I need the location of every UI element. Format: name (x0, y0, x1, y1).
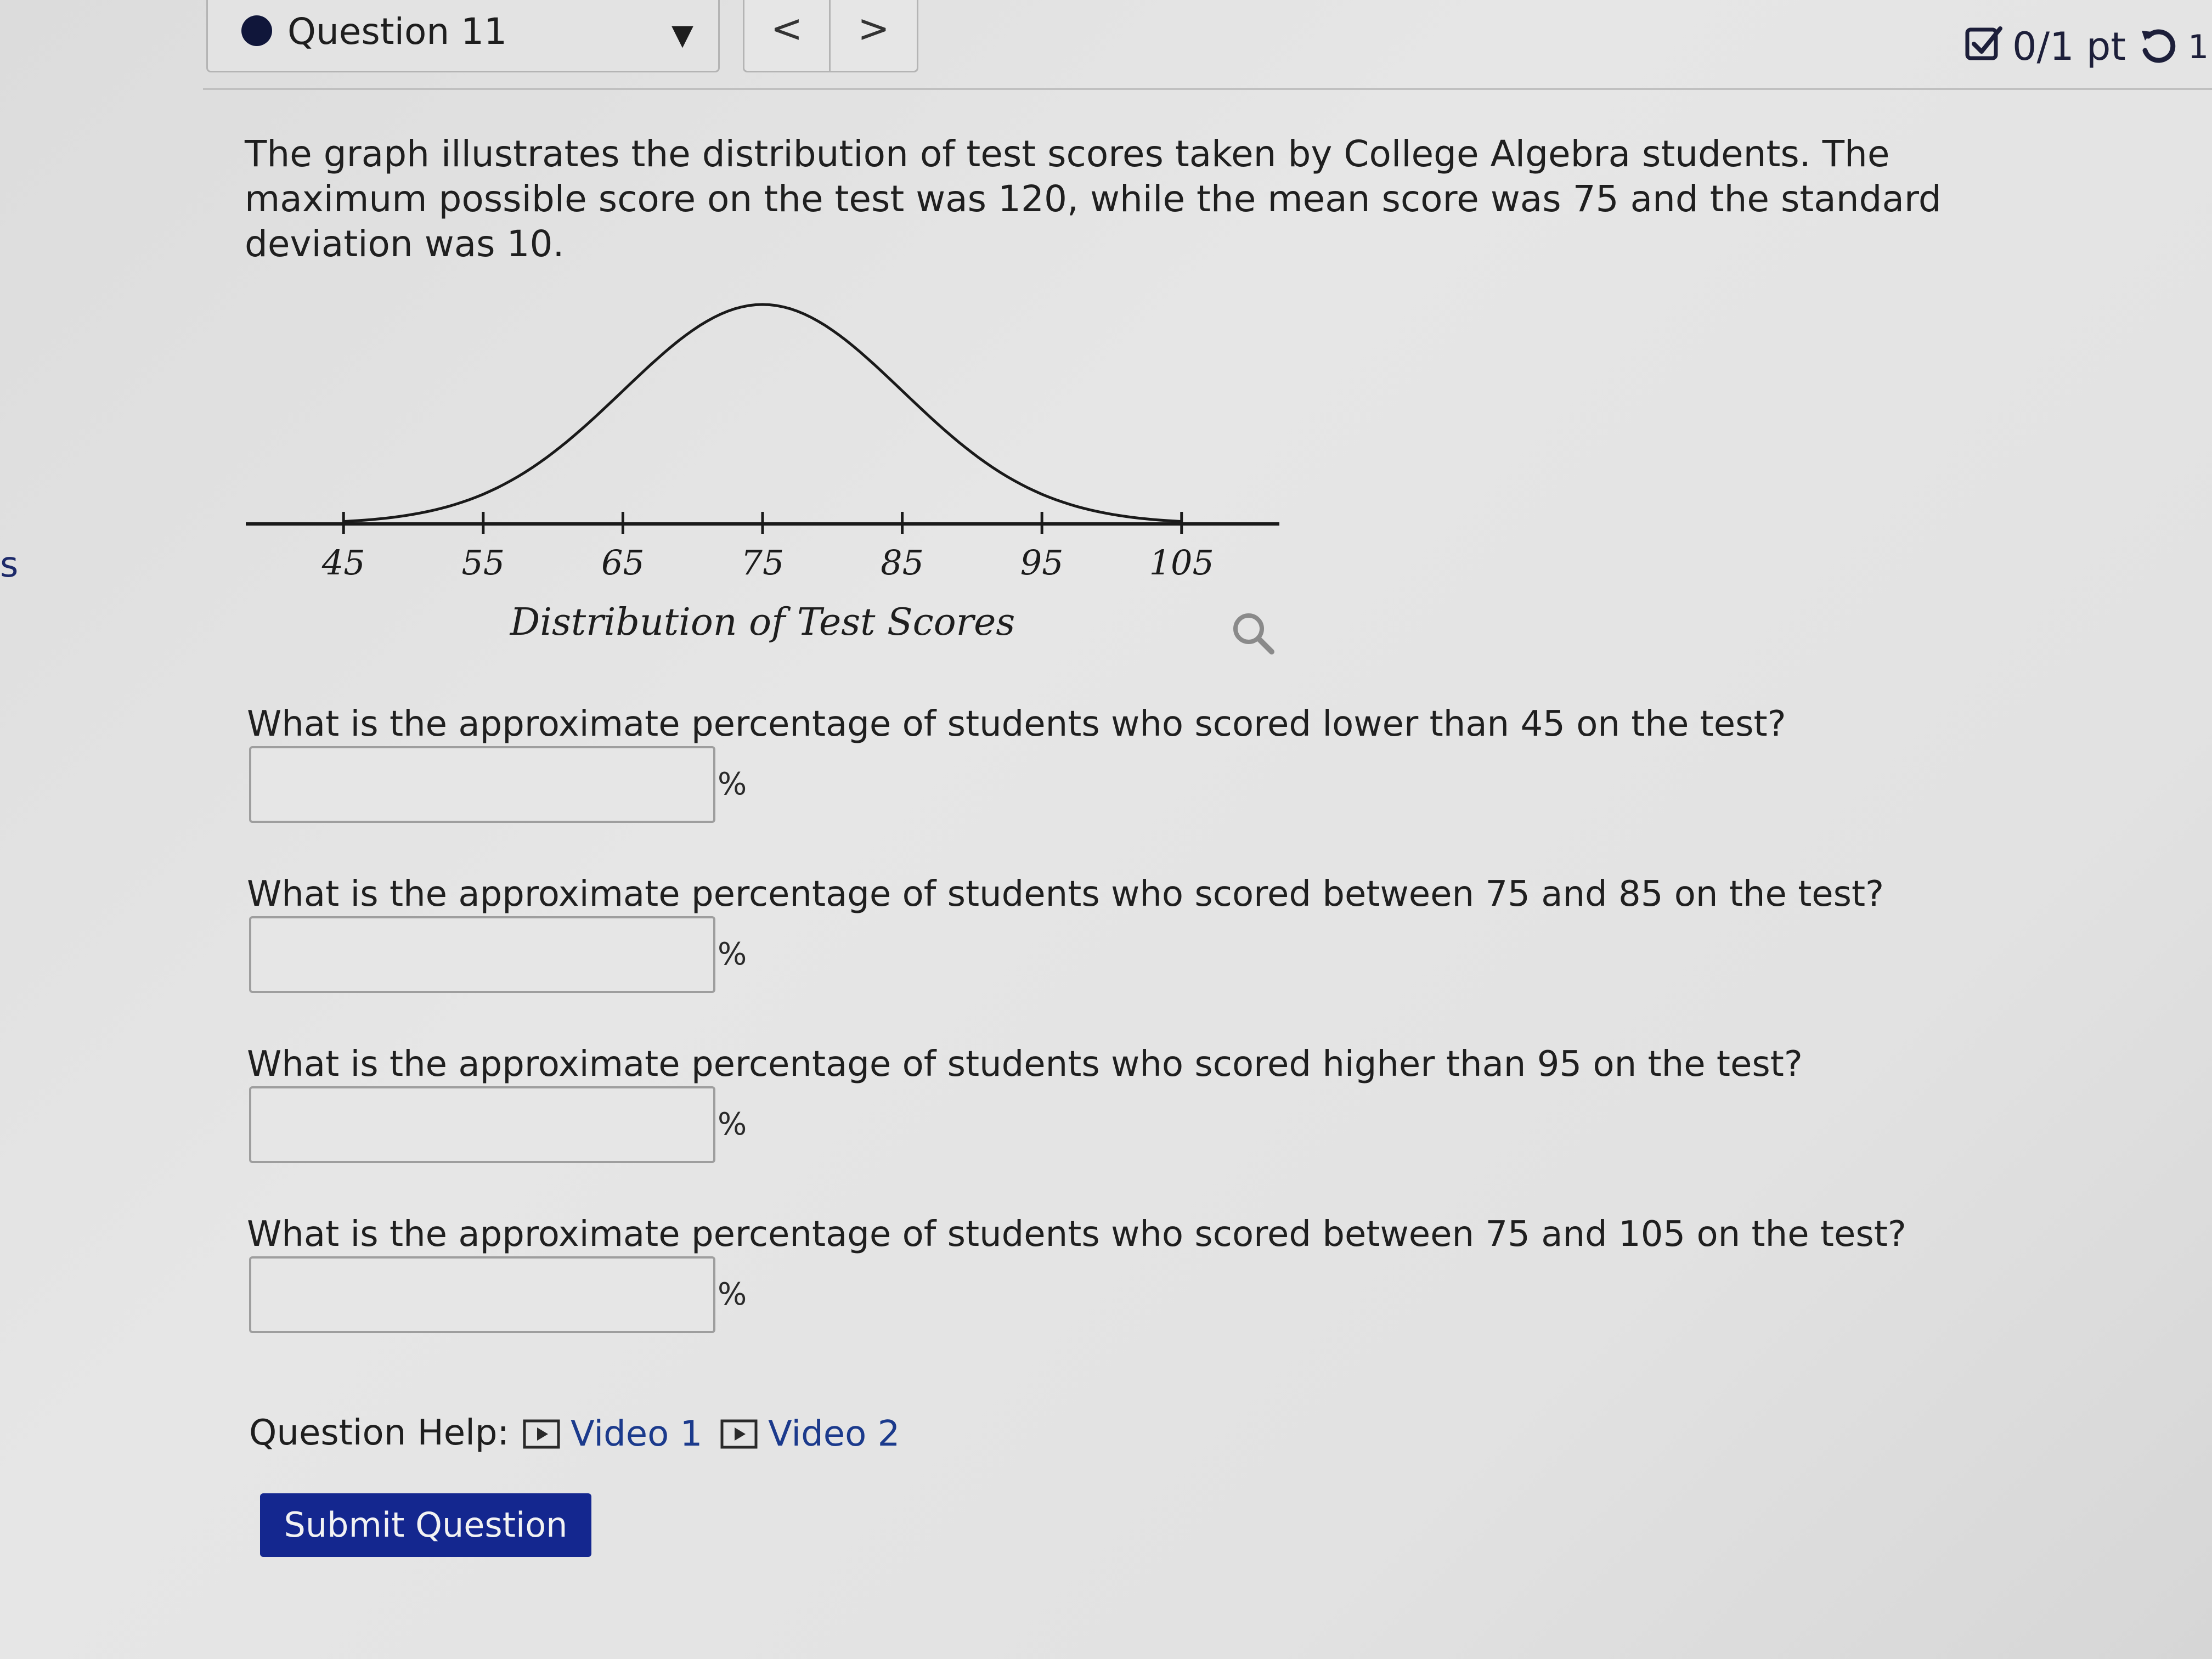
checkbox-icon (1964, 24, 2004, 64)
question-4-text: What is the approximate percentage of students who scored between 75 and 105 on the test? (247, 1214, 1906, 1255)
caret-down-icon[interactable]: ▼ (672, 19, 693, 52)
question-status-dot (241, 15, 272, 46)
zoom-magnifier-icon[interactable] (1229, 609, 1278, 658)
x-tick-label: 75 (741, 543, 785, 583)
video-1-link[interactable] (522, 1411, 702, 1457)
video-play-icon (720, 1419, 758, 1449)
answer-2-input[interactable] (249, 916, 715, 993)
retry-count: 1 (2188, 28, 2209, 66)
question-label: Question 11 (287, 10, 507, 53)
x-tick-label: 65 (601, 543, 645, 583)
answer-3-input[interactable] (249, 1086, 715, 1163)
side-panel-fragment: s (0, 545, 19, 585)
x-tick-label: 45 (321, 543, 365, 583)
answer-4-unit: % (718, 1277, 747, 1312)
chart-caption: Distribution of Test Scores (510, 601, 1015, 644)
score-text: 0/1 pt (2012, 24, 2126, 69)
retry-icon[interactable] (2137, 26, 2177, 66)
question-3-text: What is the approximate percentage of students who scored higher than 95 on the test? (247, 1044, 1803, 1085)
answer-2-unit: % (718, 936, 747, 972)
question-2-text: What is the approximate percentage of students who scored between 75 and 85 on the test? (247, 874, 1884, 915)
normal-curve (343, 304, 1182, 522)
x-tick-label: 95 (1020, 543, 1064, 583)
next-question-button[interactable]: > (831, 0, 918, 72)
answer-1-input[interactable] (249, 746, 715, 823)
video-1-label: Video 1 (571, 1414, 703, 1454)
answer-4-input[interactable] (249, 1256, 715, 1333)
x-tick-label: 55 (461, 543, 505, 583)
distribution-chart (241, 285, 1295, 614)
x-tick-label: 85 (881, 543, 924, 583)
video-2-label: Video 2 (768, 1414, 900, 1454)
answer-3-unit: % (718, 1107, 747, 1142)
question-help-label: Question Help: (249, 1413, 510, 1453)
submit-question-button[interactable]: Submit Question (260, 1493, 591, 1557)
question-prompt: The graph illustrates the distribution of test scores taken by College Algebra students. The maximum possible score on the test was 120, while the mean score was 75 and the standard deviation was 10. (245, 133, 1942, 265)
x-tick-label: 105 (1149, 543, 1214, 583)
video-2-link[interactable] (720, 1411, 900, 1457)
answer-1-unit: % (718, 766, 747, 802)
video-play-icon (522, 1419, 561, 1449)
header-divider (203, 88, 2212, 90)
previous-question-button[interactable]: < (743, 0, 831, 72)
question-1-text: What is the approximate percentage of students who scored lower than 45 on the test? (247, 704, 1786, 744)
